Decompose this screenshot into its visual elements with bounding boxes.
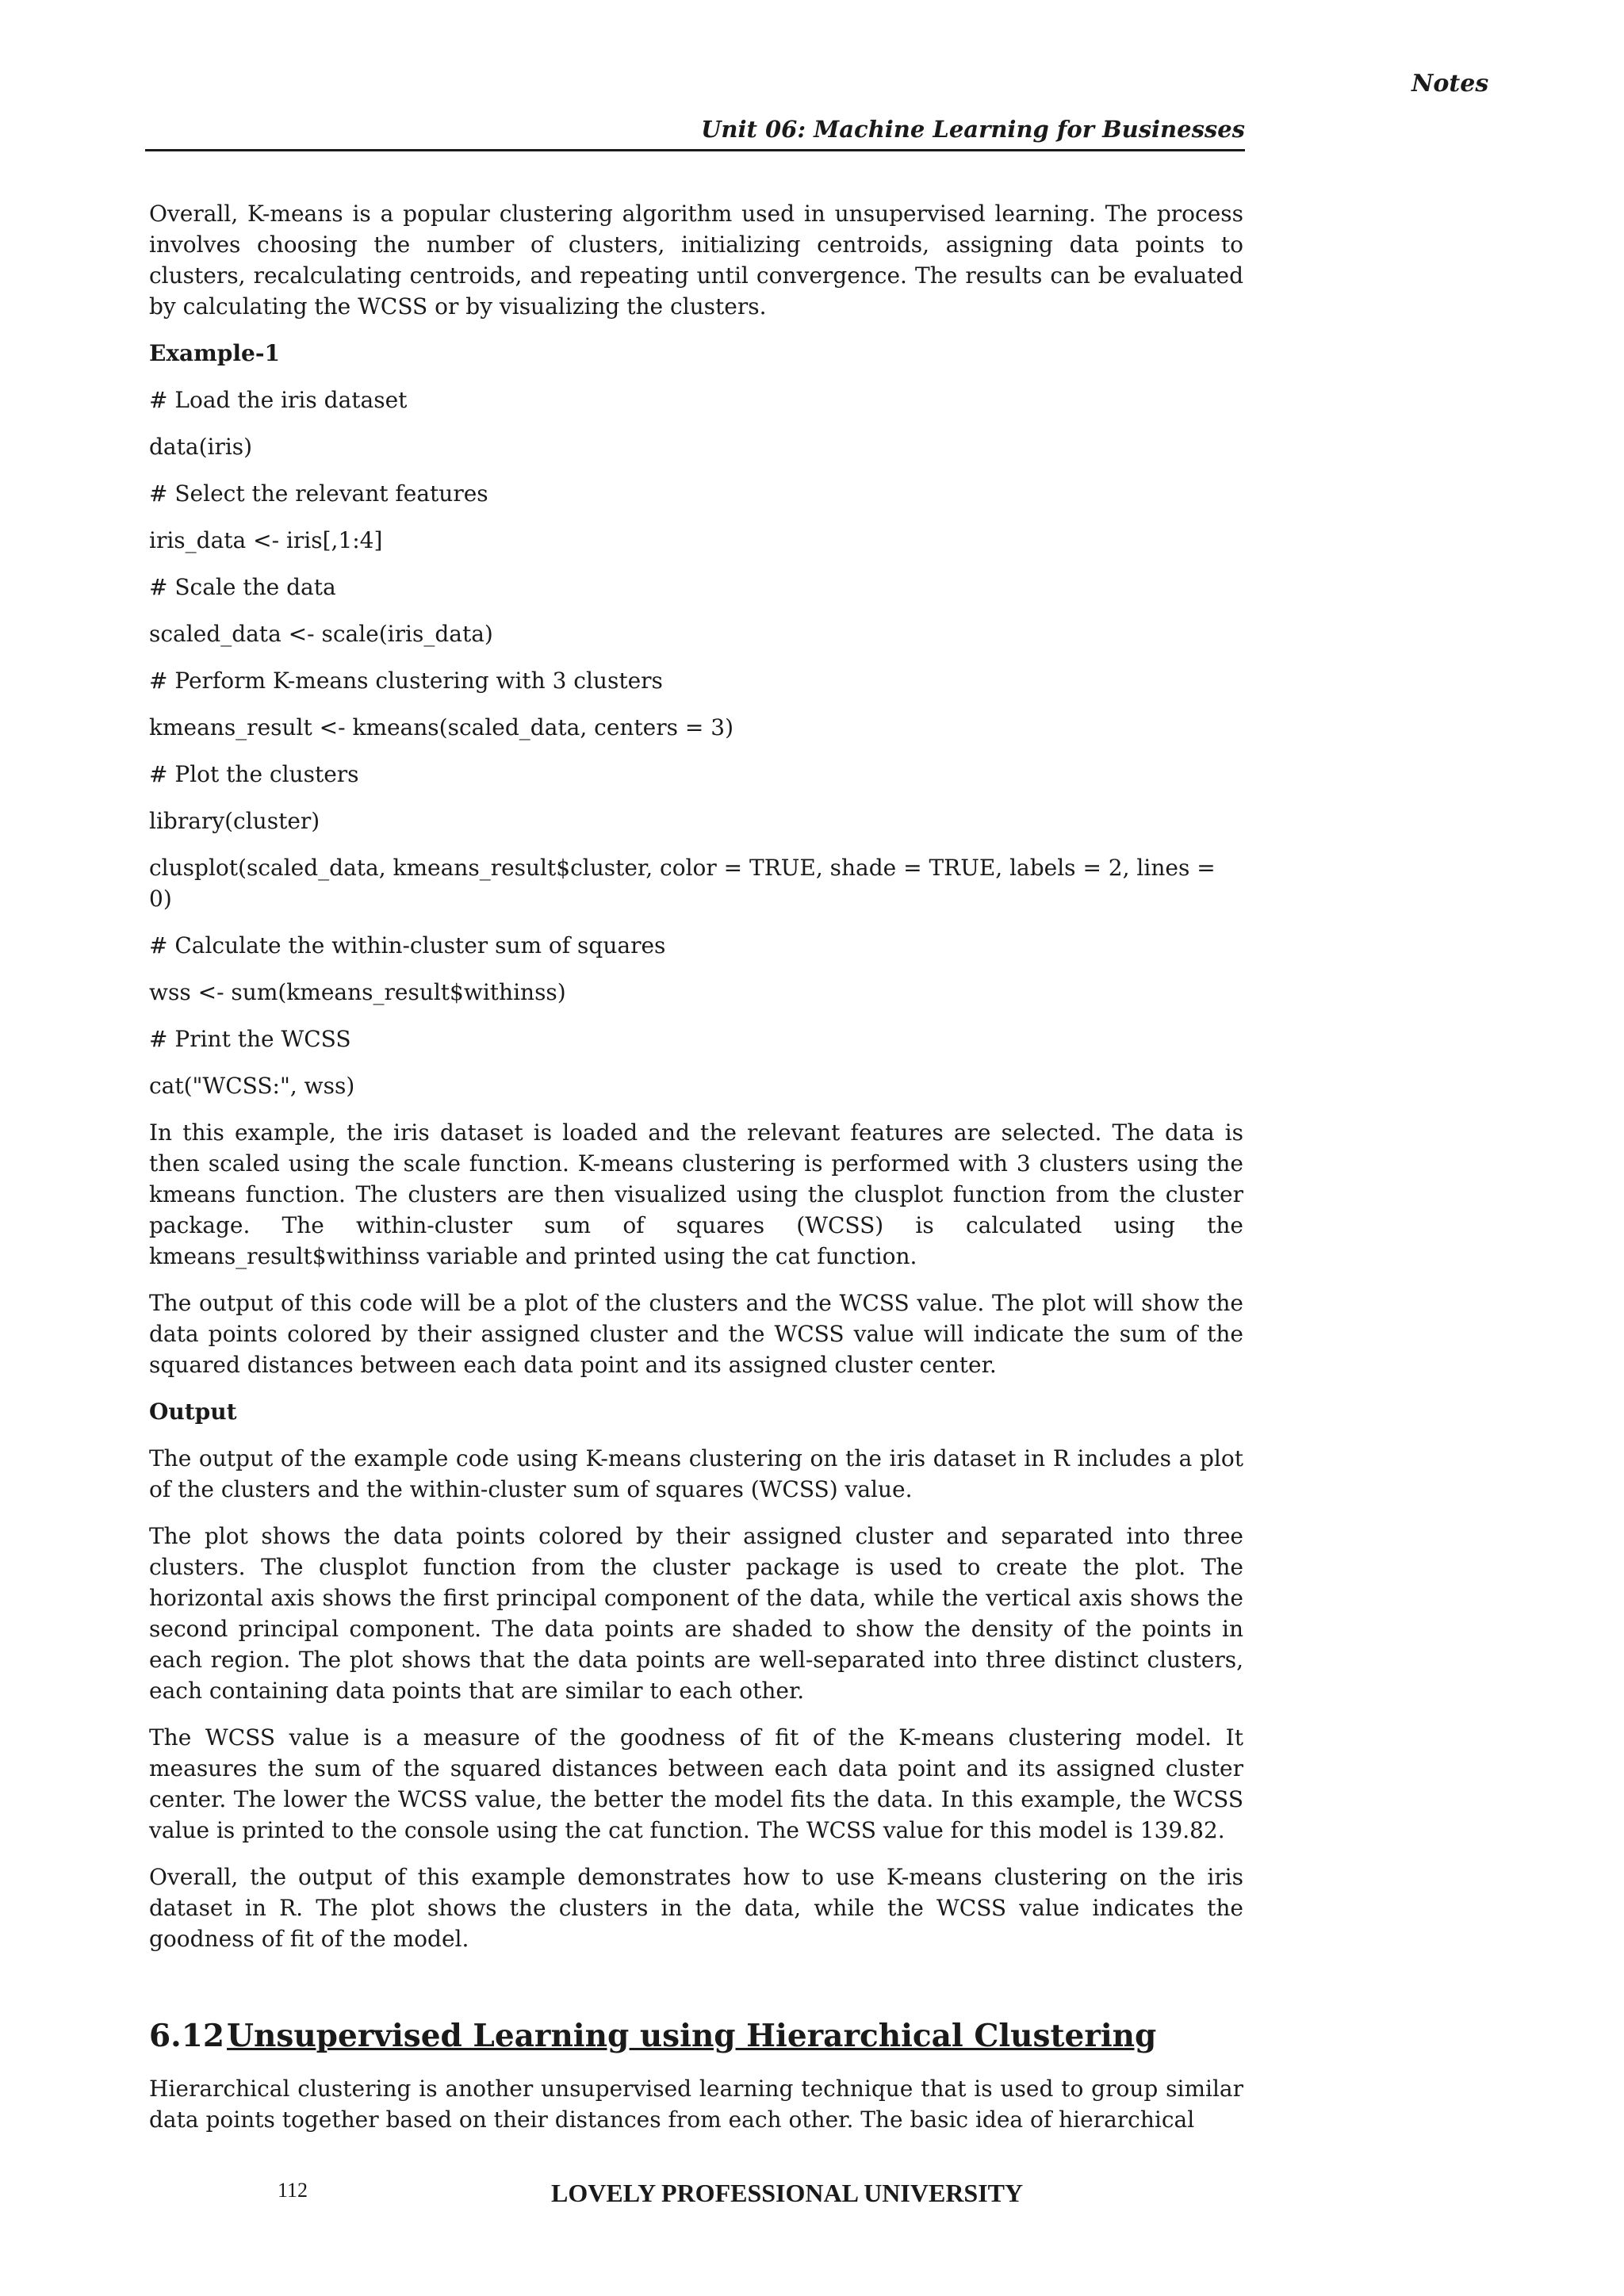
- code-block: [149, 385, 1243, 1101]
- output-paragraph-1: The output of the example code using K-means clustering on the iris dataset in R includes a plot of the clusters and the within-cluster sum of squares (WCSS) value.: [149, 1445, 1243, 1502]
- section-heading: [149, 2016, 1243, 2056]
- output-paragraph-2: The plot shows the data points colored by their assigned cluster and separated into three clusters. The clusplot function from the cluster package is used to create the plot. The horizontal axis shows the first principal component of the data, while the vertical axis shows the second principal component. The data points are shaded to show the density of the points in each region. The plot shows that the data points are well-separated into three distinct clusters, each containing data points that are similar to each other.: [149, 1523, 1243, 1704]
- code-line: # Calculate the within-cluster sum of squares: [149, 932, 666, 959]
- code-line: iris_data <- iris[,1:4]: [149, 527, 383, 553]
- section-number: 6.12: [149, 2018, 224, 2054]
- code-line: # Scale the data: [149, 574, 336, 600]
- code-line: cat("WCSS:", wss): [149, 1073, 355, 1099]
- section-title: Unsupervised Learning using Hierarchical Clustering: [227, 2018, 1157, 2054]
- code-line: library(cluster): [149, 808, 320, 834]
- explanation-paragraph-2: The output of this code will be a plot of the clusters and the WCSS value. The plot will show the data points colored by their assigned cluster and the WCSS value will indicate the sum of the squared distances between each data point and its assigned cluster center.: [149, 1290, 1243, 1378]
- code-line: clusplot(scaled_data, kmeans_result$cluster, color = TRUE, shade = TRUE, labels = 2, lines = 0): [149, 855, 1216, 912]
- output-paragraph-3: The WCSS value is a measure of the goodness of fit of the K-means clustering model. It measures the sum of the squared distances between each data point and its assigned cluster center. The lower the WCSS value, the better the model fits the data. In this example, the WCSS value is printed to the console using the cat function. The WCSS value for this model is 139.82.: [149, 1724, 1243, 1843]
- code-line: kmeans_result <- kmeans(scaled_data, centers = 3): [149, 714, 733, 740]
- explanation-paragraph-1: In this example, the iris dataset is loaded and the relevant features are selected. The data is then scaled using the scale function. K-means clustering is performed with 3 clusters using the kmeans function. The clusters are then visualized using the clusplot function from the cluster package. The within-cluster sum of squares (WCSS) is calculated using the kmeans_result$withinss variable and printed using the cat function.: [149, 1119, 1243, 1269]
- notes-margin-label: Notes: [1411, 70, 1489, 98]
- footer-university: LOVELY PROFESSIONAL UNIVERSITY: [551, 2179, 1024, 2207]
- code-line: # Load the iris dataset: [149, 387, 408, 413]
- code-line: # Perform K-means clustering with 3 clusters: [149, 668, 663, 694]
- code-line: wss <- sum(kmeans_result$withinss): [149, 979, 566, 1005]
- example-heading: Example-1: [149, 340, 280, 366]
- code-line: # Select the relevant features: [149, 480, 488, 507]
- intro-paragraph: Overall, K-means is a popular clustering algorithm used in unsupervised learning. The process involves choosing the number of clusters, initializing centroids, assigning data points to clusters, recalculating centroids, and repeating until convergence. The results can be evaluated by calculating the WCSS or by visualizing the clusters.: [149, 201, 1243, 320]
- code-line: scaled_data <- scale(iris_data): [149, 621, 493, 647]
- code-line: # Print the WCSS: [149, 1026, 351, 1052]
- code-line: data(iris): [149, 434, 253, 460]
- unit-header: Unit 06: Machine Learning for Businesses: [145, 116, 1245, 151]
- output-heading: Output: [149, 1399, 237, 1425]
- page-number: 112: [278, 2179, 308, 2202]
- page-content: [149, 198, 1243, 2151]
- section-intro-paragraph: Hierarchical clustering is another unsupervised learning technique that is used to group similar data points together based on their distances from each other. The basic idea of hierarchical: [149, 2076, 1243, 2133]
- code-line: # Plot the clusters: [149, 761, 359, 787]
- output-paragraph-4: Overall, the output of this example demonstrates how to use K-means clustering on the iris dataset in R. The plot shows the clusters in the data, while the WCSS value indicates the goodness of fit of the model.: [149, 1864, 1243, 1952]
